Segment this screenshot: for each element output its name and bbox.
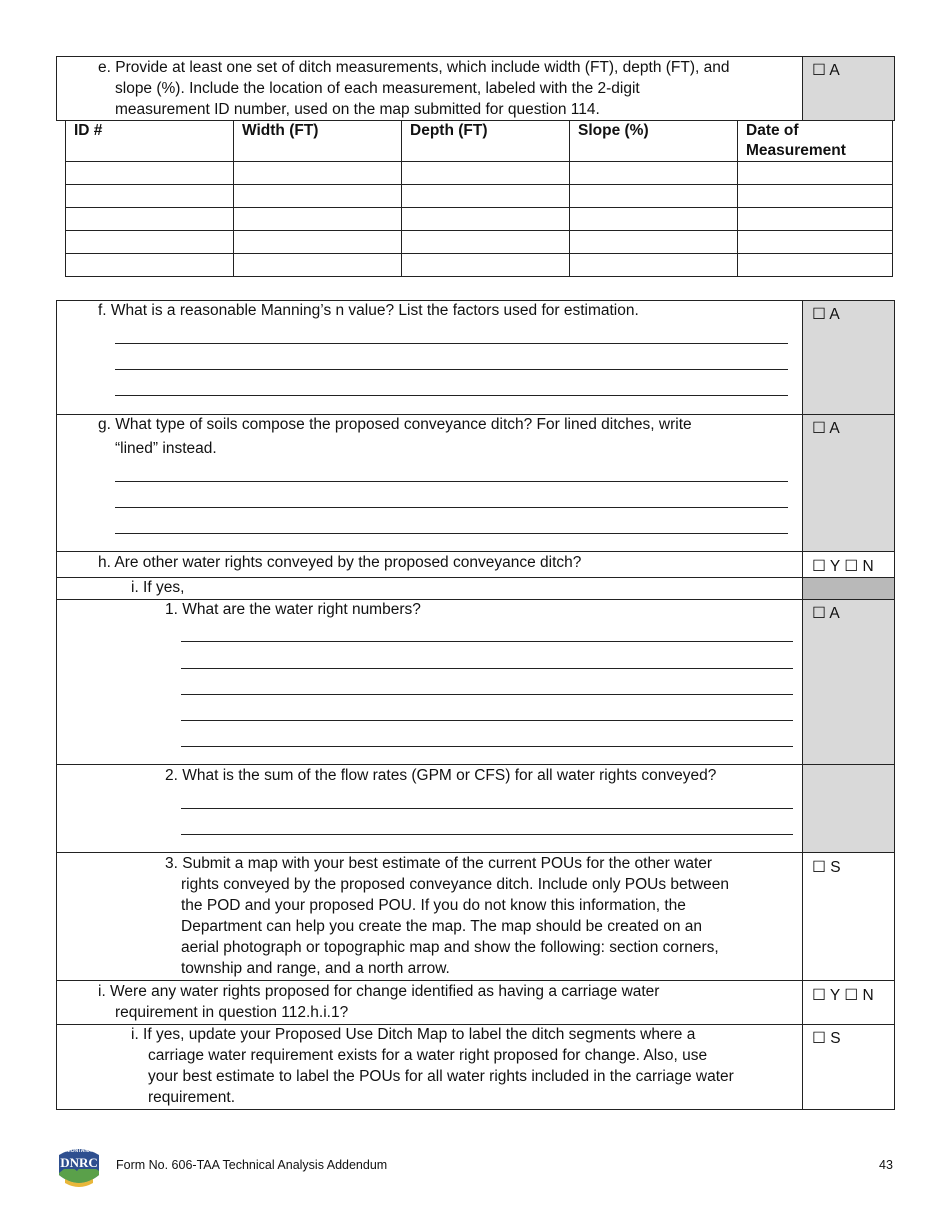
question-i-i-line-4: requirement. <box>148 1089 236 1106</box>
table-cell[interactable] <box>234 208 402 231</box>
footer-page-number: 43 <box>879 1158 893 1172</box>
question-i-i-line-2: carriage water requirement exists for a water right proposed for change. Also, use <box>148 1047 708 1064</box>
table-cell[interactable] <box>234 185 402 208</box>
dnrc-logo <box>55 1143 103 1189</box>
table-row <box>66 208 893 231</box>
question-f-answer-line[interactable] <box>115 395 788 396</box>
question-i-i-checkbox[interactable]: ☐ S <box>812 1030 841 1047</box>
question-h-i-2-check-cell <box>803 765 894 852</box>
table-cell[interactable] <box>402 162 570 185</box>
question-h-i-3-line-4: Department can help you create the map. The map should be created on an <box>181 918 703 935</box>
question-e-line-1: e. Provide at least one set of ditch measurements, which include width (FT), depth (FT), and <box>98 59 730 76</box>
table-cell[interactable] <box>738 162 893 185</box>
table-row <box>66 254 893 277</box>
table-row <box>66 185 893 208</box>
col-depth: Depth (FT) <box>402 121 570 162</box>
table-cell[interactable] <box>570 185 738 208</box>
question-h-i-3-line-2: rights conveyed by the proposed conveyance ditch. Include only POUs between <box>181 876 729 893</box>
table-cell[interactable] <box>570 254 738 277</box>
question-f-answer-line[interactable] <box>115 343 788 344</box>
table-cell[interactable] <box>234 231 402 254</box>
table-cell[interactable] <box>234 254 402 277</box>
table-cell[interactable] <box>570 208 738 231</box>
table-cell[interactable] <box>66 231 234 254</box>
question-h-i-1-answer-line[interactable] <box>181 720 793 721</box>
table-cell[interactable] <box>66 254 234 277</box>
dnrc-logo-top-text: MONTANA <box>66 1148 92 1154</box>
question-h-i-2-text: 2. What is the sum of the flow rates (GPM or CFS) for all water rights conveyed? <box>165 767 717 784</box>
question-h-i-check-cell <box>803 578 894 599</box>
table-cell[interactable] <box>738 254 893 277</box>
question-h-i-2-answer-line[interactable] <box>181 834 793 835</box>
question-h-i-text: i. If yes, <box>131 579 185 596</box>
table-cell[interactable] <box>570 231 738 254</box>
question-g-answer-line[interactable] <box>115 507 788 508</box>
question-e-line-2: slope (%). Include the location of each measurement, labeled with the 2-digit <box>115 80 640 97</box>
question-h-i-1-answer-line[interactable] <box>181 694 793 695</box>
question-g-line-1: g. What type of soils compose the proposed conveyance ditch? For lined ditches, write <box>98 416 692 433</box>
table-cell[interactable] <box>66 185 234 208</box>
table-cell[interactable] <box>738 208 893 231</box>
question-i-line-1: i. Were any water rights proposed for change identified as having a carriage water <box>98 983 660 1000</box>
measurement-table <box>65 120 893 277</box>
col-id: ID # <box>66 121 234 162</box>
question-f-answer-line[interactable] <box>115 369 788 370</box>
table-cell[interactable] <box>570 162 738 185</box>
question-h-i-2-answer-line[interactable] <box>181 808 793 809</box>
question-h-text: h. Are other water rights conveyed by the proposed conveyance ditch? <box>98 554 582 571</box>
question-g-answer-line[interactable] <box>115 481 788 482</box>
col-date: Date of Measurement <box>738 121 893 162</box>
table-cell[interactable] <box>402 208 570 231</box>
question-f-text: f. What is a reasonable Manning’s n value? List the factors used for estimation. <box>98 302 639 319</box>
question-i-line-2: requirement in question 112.h.i.1? <box>115 1004 349 1021</box>
question-h-i-3-line-6: township and range, and a north arrow. <box>181 960 450 977</box>
question-i-i-line-1: i. If yes, update your Proposed Use Ditch Map to label the ditch segments where a <box>131 1026 696 1043</box>
question-g-checkbox[interactable]: ☐ A <box>812 420 840 437</box>
question-i-i-line-3: your best estimate to label the POUs for all water rights included in the carriage water <box>148 1068 734 1085</box>
question-e-checkbox[interactable]: ☐ A <box>812 62 840 79</box>
table-row <box>66 231 893 254</box>
table-cell[interactable] <box>66 208 234 231</box>
table-cell[interactable] <box>738 231 893 254</box>
table-cell[interactable] <box>402 231 570 254</box>
table-cell[interactable] <box>66 162 234 185</box>
question-g-line-2: “lined” instead. <box>115 440 217 457</box>
col-slope: Slope (%) <box>570 121 738 162</box>
table-row <box>66 162 893 185</box>
question-h-i-3-line-3: the POD and your proposed POU. If you do not know this information, the <box>181 897 686 914</box>
table-cell[interactable] <box>402 254 570 277</box>
question-h-checkbox[interactable]: ☐ Y ☐ N <box>812 558 874 575</box>
question-i-checkbox[interactable]: ☐ Y ☐ N <box>812 987 874 1004</box>
question-g-answer-line[interactable] <box>115 533 788 534</box>
table-cell[interactable] <box>738 185 893 208</box>
question-h-i-1-answer-line[interactable] <box>181 746 793 747</box>
question-h-i-1-answer-line[interactable] <box>181 668 793 669</box>
question-h-i-1-checkbox[interactable]: ☐ A <box>812 605 840 622</box>
question-h-i-1-check-cell <box>803 600 894 764</box>
footer-form-label: Form No. 606-TAA Technical Analysis Addendum <box>116 1158 388 1172</box>
question-h-i-3-line-5: aerial photograph or topographic map and show the following: section corners, <box>181 939 719 956</box>
dnrc-logo-text: DNRC <box>60 1155 98 1170</box>
question-f-checkbox[interactable]: ☐ A <box>812 306 840 323</box>
col-width: Width (FT) <box>234 121 402 162</box>
question-e-line-3: measurement ID number, used on the map submitted for question 114. <box>115 101 600 118</box>
table-cell[interactable] <box>234 162 402 185</box>
question-h-i-3-line-1: 3. Submit a map with your best estimate of the current POUs for the other water <box>165 855 713 872</box>
measurement-table-header <box>66 121 893 162</box>
table-cell[interactable] <box>402 185 570 208</box>
question-h-i-1-answer-line[interactable] <box>181 641 793 642</box>
question-h-i-3-checkbox[interactable]: ☐ S <box>812 859 841 876</box>
question-h-i-1-text: 1. What are the water right numbers? <box>165 601 421 618</box>
